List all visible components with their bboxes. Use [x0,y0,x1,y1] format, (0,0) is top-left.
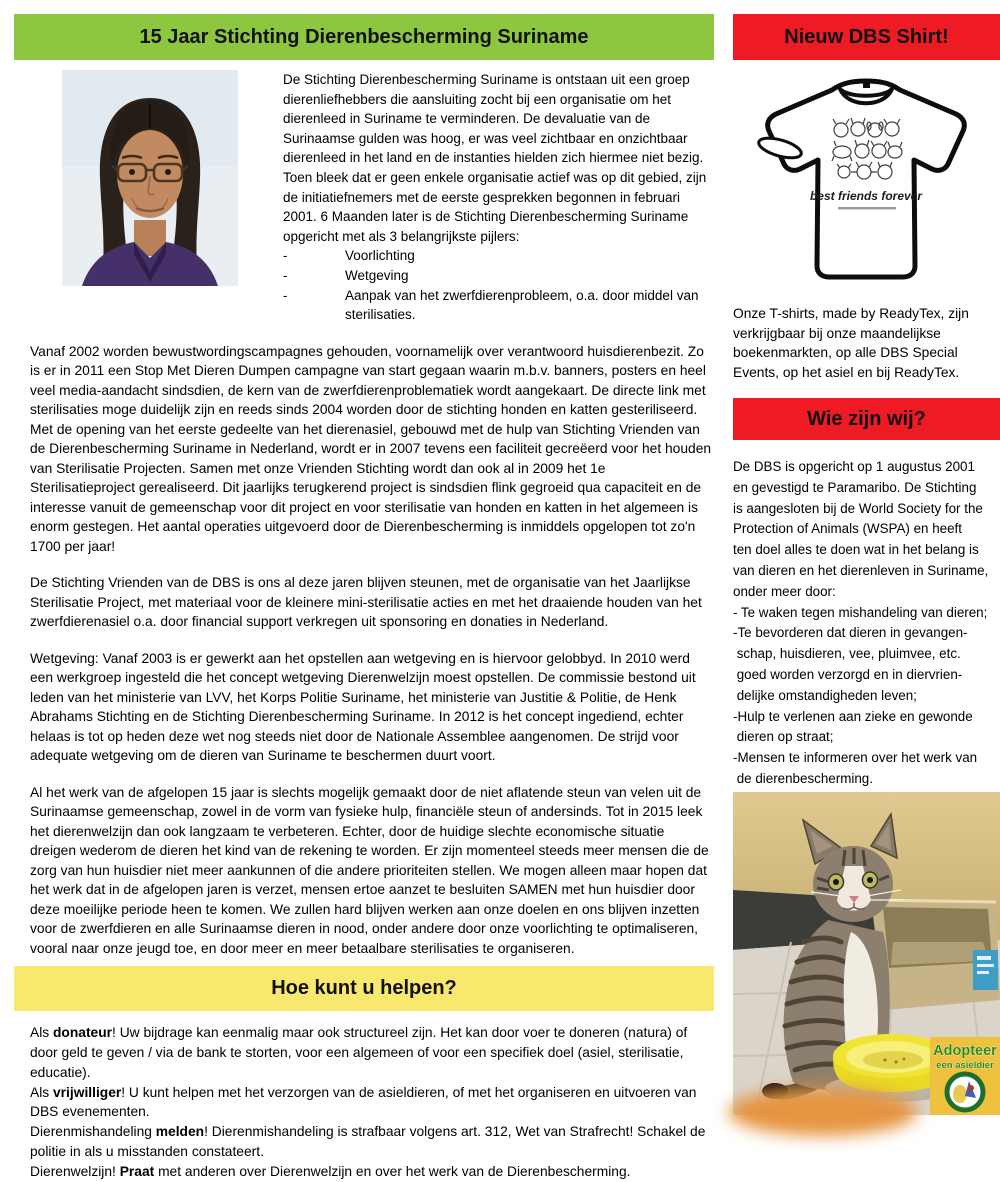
adopt-badge-line2: een asieldier [936,1059,994,1071]
pillar-item [283,246,714,266]
tshirt-drawing [744,74,989,292]
help-section [30,1023,714,1181]
tshirt-small-text-line [838,207,896,209]
shirt-caption-line: Events, op het asiel en bij ReadyTex. [733,364,960,380]
paragraph-legislation: Wetgeving: Vanaf 2003 is er gewerkt aan het opstellen aan wetgeving en is hiervoor gelobbyd. In 2010 werd een werkgroep ingesteld die het concept wetgeving Dierenwelzijn moest opstellen. De commissie bestond uit leden van het ministerie van LVV, het Korps Politie Suriname, het ministerie van Justitie & Politie, de Henk Abrahams Stichting en de Stichting Dierenbescherming Suriname. In 2012 is het concept ingediend, echter helaas is tot op heden deze wet nog steeds niet door de Nationale Assemblee aangenomen. De strijd voor adequate wetgeving om de dieren van Suriname te beschermen duurt voort. [30,650,696,764]
who-text-line: de dierenbescherming. [733,770,873,786]
main-header-bar [14,14,714,60]
help-bold: vrijwilliger [53,1084,122,1100]
who-text-line: - Te waken tegen mishandeling van dieren; [733,604,988,620]
list-dash: - [283,248,288,264]
who-text-line: -Te bevorderen dat dieren in gevangen- [733,625,968,641]
paragraph-campaigns: Vanaf 2002 worden bewustwordingscampagnes gehouden, voornamelijk over verantwoord huisdierenbezit. Zo is er in 2011 een Stop Met Dieren Dumpen campagne van start gegaan waarin m.b.v. banners, posters en heel veel media-aandacht sindsdien, de kern van de zwerfdierenproblematiek wordt aangekaart. De directe link met sterilisaties moge duidelijk zijn en reeds sinds 2004 worden door de stichting honden en katten gesteriliseerd. Met de opening van het eerste gedeelte van het dierenasiel, gebouwd met de hulp van Stichting Vrienden van de Dierenbescherming Suriname in Nederland, wordt er in 2007 tevens een faciliteit gecreëerd voor het houden van Sterilisatie Projecten. Samen met onze Vrienden Stichting wordt dan ook al in 2009 het 1e Sterilisatieproject gerealiseerd. Dit jaarlijks terugkerend project is sindsdien flink gegroeid qua capaciteit en de interesse vanuit de gemeenschap voor dit project en voor sterilisatie van honden en katten in het algemeen is enorm gestegen. Het aantal operaties uitgevoerd door de Dierenbescherming is inmiddels opgelopen tot zo'n 1700 per jaar! [30,343,712,554]
shirt-caption [733,304,1000,382]
help-item-report [30,1122,714,1162]
who-text-line: dieren op straat; [733,729,834,745]
blurred-foreground [728,1088,918,1136]
shirt-header-title: Nieuw DBS Shirt! [784,25,949,48]
shirt-caption-line: Onze T-shirts, made by ReadyTex, zijn [733,306,969,321]
paragraph-15-years: Al het werk van de afgelopen 15 jaar is slechts mogelijk gemaakt door de niet aflatende steun van velen uit de Surinaamse gemeenschap, zowel in de vorm van fysieke hulp, financiële steun of andersinds. Tot in 2015 leek het dierenwelzijn dan ook langzaam te verbeteren. Echter, door de huidige slechte economische situatie dreigen wederom de dieren het kind van de rekening te worden. Er zijn momenteel steeds meer mensen die de zorg van hun huisdier niet meer aankunnen of die andere prioriteiten stellen. We mogen alleen maar hopen dat het werk dat in de afgelopen jaren is verzet, mensen ertoe aanzet te besluiten SAMEN met hun huisdier door deze moeilijke periode heen te komen. We zullen hard blijven werken aan onze doelen en ons blijven inzetten voor de zwerfdieren en alle Surinaamse dieren in nood, onder andere door onze voorlichting te optimaliseren, vooral naar onze jeugd toe, en door meer en meer betaalbare sterilisaties te organiseren. [30,784,709,956]
who-text-line: goed worden verzorgd en in diervrien- [733,666,963,682]
paragraph-friends-foundation: De Stichting Vrienden van de DBS is ons al deze jaren blijven steunen, met de organisatie van het Jaarlijkse Sterilisatie Project, met materiaal voor de kleinere mini-sterilisatie acties en met het draaiende houden van het zwerfdierenasiel o.a. door financial support verkregen uit sponsoring en donaties in Nederland. [30,575,702,630]
pillar-item [283,266,714,286]
who-text-line: ten doel alles te doen wat in het belang is [733,542,979,558]
main-header-title: 15 Jaar Stichting Dierenbescherming Suriname [139,25,589,48]
help-bold: melden [155,1124,205,1140]
help-bold: donateur [53,1025,113,1041]
help-item-talk [30,1162,714,1182]
adopt-badge-line1: Adopteer [933,1042,997,1059]
help-header-title: Hoe kunt u helpen? [271,977,457,1000]
intro-paragraph: De Stichting Dierenbescherming Suriname is ontstaan uit een groep dierenliefhebbers die aansluiting zocht bij een organisatie om het dierenleed in Suriname te verminderen. De devaluatie van de Surinaamse gulden was hoog, er was veel zichtbaar en onzichtbaar dierenleed in het land en de instanties hielden zich hiermee niet bezig. Toen bleek dat er geen enkele organisatie actief was op dit gebied, zijn de initiatiefnemers met de eerste gesprekken begonnen in februari 2001. 6 Maanden later is de Stichting Dierenbescherming Suriname opgericht met als 3 belangrijkste pijlers: [283,72,707,244]
help-text: ! Uw bijdrage kan eenmalig maar ook structureel zijn. Het kan door voer te doneren (natura) of door geld te geven / via de bank te storten, voor een algemeen of voor een specifiek doel (asiel, sterilisatie, educatie). [30,1025,688,1080]
who-text-line: onder meer door: [733,583,836,599]
who-header-title: Wie zijn wij? [807,407,926,430]
help-item-donor [30,1023,714,1082]
help-text: Dierenwelzijn! [30,1163,120,1179]
main-column [14,14,714,1182]
list-dash: - [283,267,288,283]
pillar-label: Aanpak van het zwerfdierenprobleem, o.a. door middel van sterilisaties. [345,287,699,323]
cat-photo-illustration [733,792,1000,1115]
sidebar-column [733,14,1000,1115]
who-text [733,457,1000,790]
portrait-illustration [62,70,238,286]
intro-text [283,70,714,325]
help-text: ! Dierenmishandeling is strafbaar volgens art. 312, Wet van Strafrecht! Schakel de politie in als u misstanden constateert. [30,1124,706,1159]
pillar-label: Voorlichting [345,248,415,264]
help-text: Als [30,1084,53,1100]
help-bold: Praat [119,1163,155,1179]
who-text-line: -Hulp te verlenen aan zieke en gewonde [733,708,973,724]
adopt-badge [930,1037,1000,1115]
shirt-caption-line: boekenmarkten, op alle DBS Special [733,345,958,360]
cat-photo [733,792,1000,1115]
who-text-line: en gevestigd te Paramaribo. De Stichting [733,479,977,495]
help-header-bar [14,966,714,1011]
help-text: Dierenmishandeling [30,1124,156,1140]
who-text-line: schap, huisdieren, vee, pluimvee, etc. [733,646,961,662]
list-dash: - [283,287,288,303]
help-text: ! U kunt helpen met het verzorgen van de asieldieren, of met het organiseren en uitvoeren van DBS evenementen. [30,1084,697,1120]
who-text-line: is aangesloten bij de World Society for the [733,500,983,516]
help-text: met anderen over Dierenwelzijn en over het werk van de Dierenbescherming. [154,1163,631,1179]
who-text-line: Protection of Animals (WSPA) en heeft [733,521,962,537]
who-text-line: delijke omstandigheden leven; [733,687,917,703]
pillar-item [283,286,714,325]
who-text-line: De DBS is opgericht op 1 augustus 2001 [733,459,975,474]
shirt-caption-line: verkrijgbaar bij onze maandelijkse [733,325,941,341]
help-item-volunteer [30,1083,714,1123]
tshirt-slogan-text: best friends forever [809,189,923,203]
who-header-bar [733,398,1000,440]
intro-section [14,70,714,325]
who-text-line: -Mensen te informeren over het werk van [733,750,978,766]
pillar-label: Wetgeving [345,267,409,283]
founder-portrait-photo [62,70,238,286]
shirt-header-bar [733,14,1000,60]
help-text: Als [30,1025,53,1041]
tshirt-illustration [733,74,1000,292]
who-text-line: van dieren en het dierenleven in Suriname, [733,562,989,578]
litter-box [871,900,1000,1010]
